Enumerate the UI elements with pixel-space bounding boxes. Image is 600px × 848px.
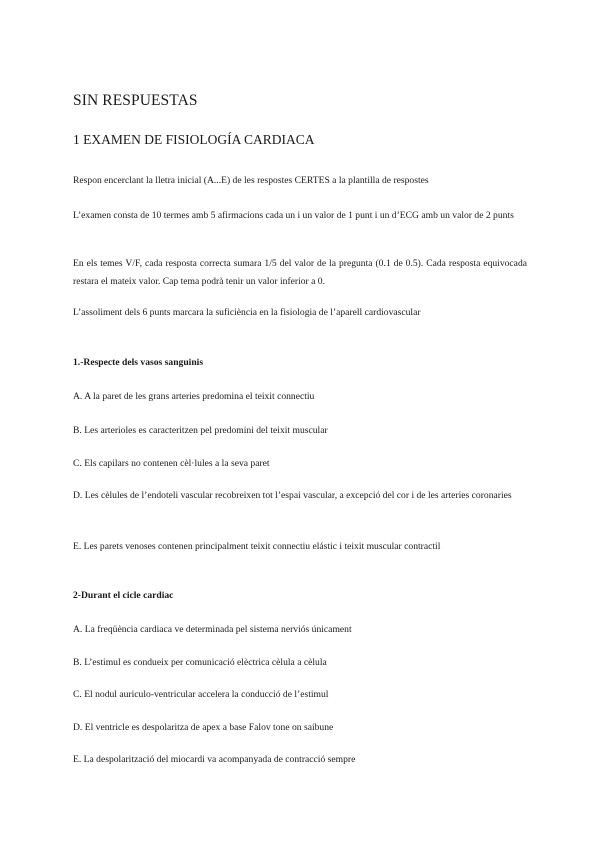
question-title: 1.-Respecte dels vasos sanguinis [73, 357, 204, 368]
answer-option[interactable]: B. L’estimul es condueix per comunicació elèctrica cèlula a cèlula [73, 657, 327, 668]
instruction-paragraph: L’examen consta de 10 termes amb 5 afirmacions cada un i un valor de 1 punt i un d’ECG amb un valor de 2 punts [73, 210, 514, 221]
answer-option[interactable]: B. Les arterioles es caracteritzen pel predomini del teixit muscular [73, 425, 328, 436]
answer-option[interactable]: A. La freqüència cardiaca ve determinada pel sistema nerviós únicament [73, 624, 352, 635]
answer-option[interactable]: E. La despolarització del miocardi va acompanyada de contracció sempre [73, 754, 356, 765]
instruction-paragraph: L’assoliment dels 6 punts marcara la suficiència en la fisiologia de l’aparell cardiovascular [73, 307, 421, 318]
answer-option[interactable]: A. A la paret de les grans arteries predomina el teixit connectiu [73, 391, 315, 402]
answer-option[interactable]: E. Les parets venoses contenen principalment teixit connectiu elástic i teixit muscular contractil [73, 541, 441, 552]
answer-option[interactable]: C. Els capilars no contenen cèl·lules a la seva paret [73, 458, 270, 469]
answer-option[interactable]: D. El ventricle es despolaritza de apex a base Falov tone on saibune [73, 722, 334, 733]
instruction-paragraph: Respon encerclant la lletra inicial (A...E) de les respostes CERTES a la plantilla de respostes [73, 175, 429, 186]
answer-option[interactable]: C. El nodul auriculo-ventricular accelera la conducció de l’estimul [73, 689, 329, 700]
instruction-paragraph: En els temes V/F, cada resposta correcta sumara 1/5 del valor de la pregunta (0.1 de 0.5). Cada resposta equivocada restara el mateix valor. Cap tema podrà tenir un valor inferior a 0. [73, 258, 527, 287]
exam-subtitle: 1 EXAMEN DE FISIOLOGÍA CARDIACA [73, 132, 315, 147]
question-title: 2-Durant el cicle cardiac [73, 590, 174, 601]
answer-option[interactable]: D. Les cèlules de l’endoteli vascular recobreixen tot l’espai vascular, a excepció del cor i de les arteries coronaries [73, 490, 512, 501]
document-title: SIN RESPUESTAS [73, 92, 198, 109]
